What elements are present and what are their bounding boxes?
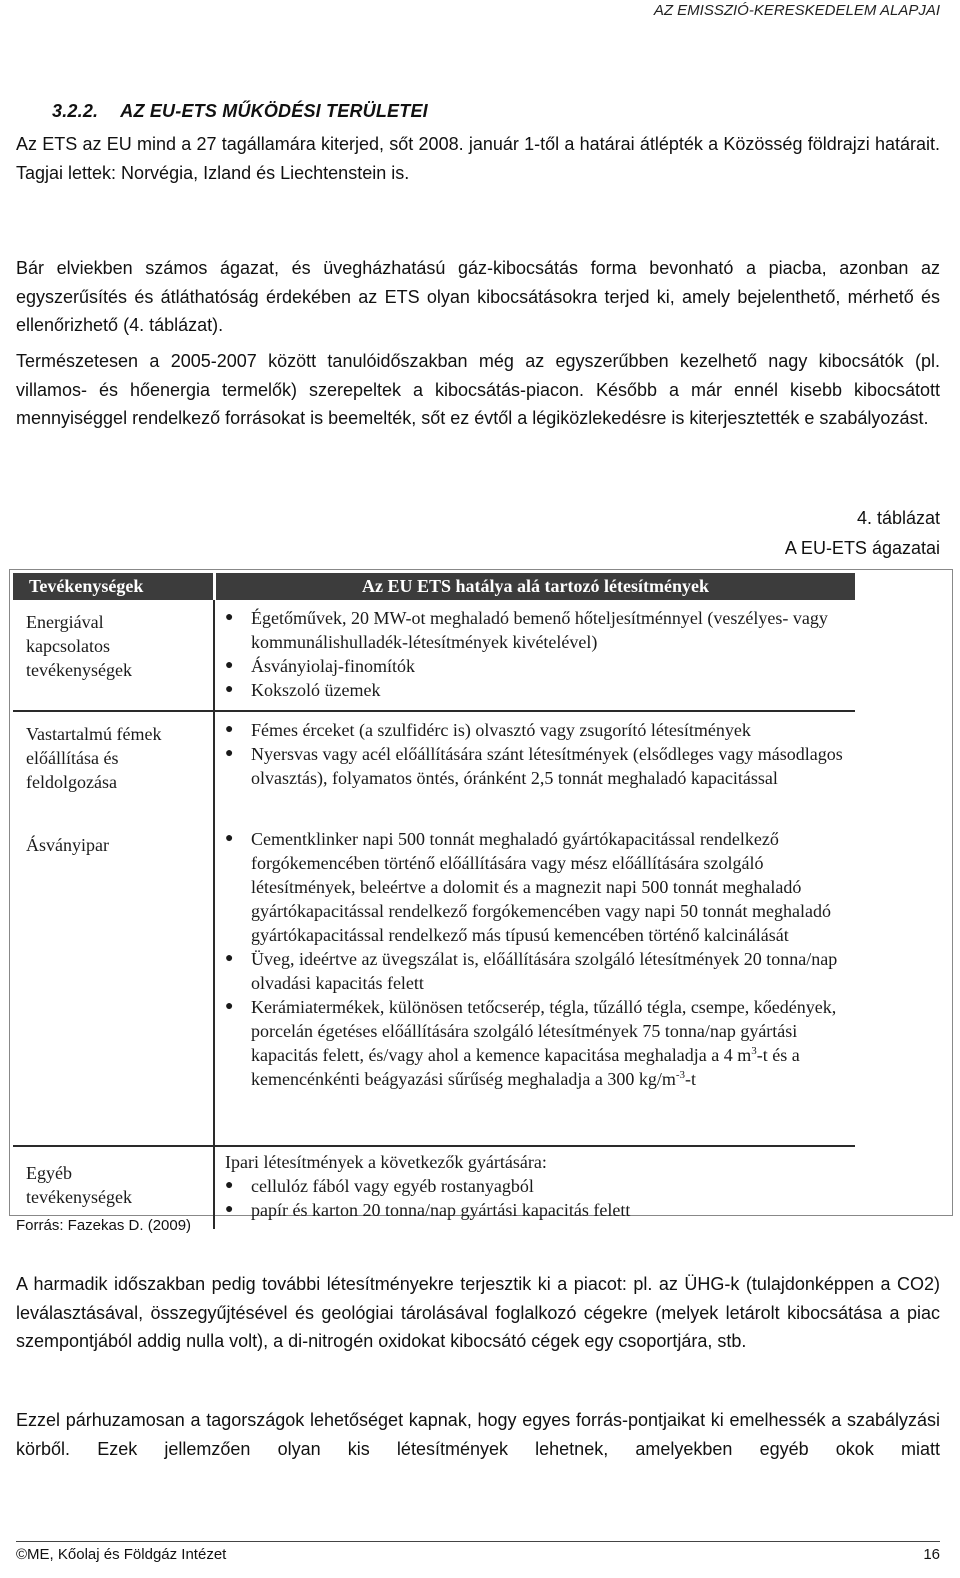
- table-row-energy: [13, 600, 855, 710]
- bullet-icon: ●: [225, 722, 234, 737]
- section-heading: [52, 101, 428, 122]
- table-row-ferrous-metals: [13, 710, 855, 827]
- list-item: ● Fémes érceket (a szulfidérc is) olvasztó vagy zsugorító létesítmények: [225, 720, 751, 740]
- paragraph-4: A harmadik időszakban pedig további létesítményekre terjesztik ki a piacot: pl. az ÜHG-k (tulajdonképpen a CO2) leválasztásával, összegyűjtésével és geológiai tárolásával foglalkozó cégekre (melyek letárolt kibocsátása a piac szempontjából addig nulla volt), a di-nitrogén oxidokat kibocsátó cégek egy csoportjára, stb.: [16, 1274, 940, 1352]
- bullet-icon: ●: [225, 746, 234, 761]
- category-ferrous-metals: Vastartalmú fémek előállítása és feldolgozása: [26, 724, 162, 792]
- footer-divider: [16, 1541, 940, 1542]
- list-item: ● papír és karton 20 tonna/nap gyártási kapacitás felett: [225, 1200, 631, 1220]
- bullet-icon: ●: [225, 1178, 234, 1193]
- items-ferrous-metals: [213, 712, 855, 827]
- bullet-icon: ●: [225, 999, 234, 1014]
- header-installations: Az EU ETS hatálya alá tartozó létesítmények: [213, 573, 855, 600]
- section-title: AZ EU-ETS MŰKÖDÉSI TERÜLETEI: [120, 101, 428, 121]
- list-item: ● Égetőművek, 20 MW-ot meghaladó bemenő hőteljesítménnyel (veszélyes- vagy kommunálishulladék-létesítmények kivételével): [225, 608, 828, 652]
- paragraph-3: Természetesen a 2005-2007 között tanulóidőszakban még az egyszerűbben kezelhető nagy kibocsátók (pl. villamos- és hőenergia termelők) szerepeltek a kibocsátás-piacon. Később a már ennél kisebb kibocsátott mennyiséggel rendelkező forrásokat is beemelték, sőt ez évtől a légiközlekedésre is kiterjesztették e szabályozást.: [16, 351, 940, 429]
- bullet-icon: ●: [225, 658, 234, 673]
- table-header-row: [13, 573, 855, 600]
- list-item: ● Kokszoló üzemek: [225, 680, 381, 700]
- table-row-mineral-industry: [13, 827, 855, 1145]
- list-item: ● cellulóz fából vagy egyéb rostanyagból: [225, 1176, 534, 1196]
- ets-sector-table: [13, 573, 855, 1229]
- paragraph-5: Ezzel párhuzamosan a tagországok lehetőséget kapnak, hogy egyes forrás-pontjaikat ki emelhessék a szabályzási körből. Ezek jellemzően olyan kis létesítmények lehetnek, amelyekben egyéb okok miatt: [16, 1410, 940, 1459]
- bullet-icon: ●: [225, 610, 234, 625]
- table-caption-title: A EU-ETS ágazatai: [784, 538, 940, 558]
- category-mineral-industry: Ásványipar: [26, 835, 109, 855]
- category-other: Egyéb tevékenységek: [26, 1163, 132, 1207]
- bullet-icon: ●: [225, 682, 234, 697]
- running-header: AZ EMISSZIÓ-KERESKEDELEM ALAPJAI: [653, 2, 940, 19]
- table-source: Forrás: Fazekas D. (2009): [16, 1217, 192, 1234]
- paragraph-1: Az ETS az EU mind a 27 tagállamára kiterjed, sőt 2008. január 1-től a határai átlépték a Közösség földrajzi határait. Tagjai lettek: Norvégia, Izland és Liechtenstein is.: [16, 134, 940, 183]
- list-item: ● Kerámiatermékek, különösen tetőcserép, tégla, tűzálló tégla, csempe, kőedények, porcelán égetéses előállítására szolgáló létesítmények 75 tonna/nap gyártási kapacitás felett, és/vagy ahol a kemence kapacitása meghaladja a 4 $m^3-t$ és a kemencénkénti beágyazási sűrűség meghaladja a 300 $kg/m^{-3}-t$: [225, 997, 837, 1089]
- section-number: 3.2.2.: [52, 101, 99, 121]
- items-intro: Ipari létesítmények a következők gyártására:: [225, 1152, 547, 1172]
- header-activities: Tevékenységek: [29, 576, 144, 596]
- footer-institute: ©ME, Kőolaj és Földgáz Intézet: [16, 1546, 227, 1563]
- list-item: ● Üveg, ideértve az üvegszálat is, előállítására szolgáló létesítmények 20 tonna/nap olvadási kapacitás felett: [225, 949, 838, 993]
- table-caption-number: 4. táblázat: [856, 508, 940, 528]
- list-item: ● Nyersvas vagy acél előállítására szánt létesítmények (elsődleges vagy másodlagos olvasztás), folyamatos öntés, óránként 2,5 tonnát meghaladó kapacitással: [225, 744, 843, 788]
- list-item: ● Cementklinker napi 500 tonnát meghaladó gyártókapacitással rendelkező forgókemencében történő előállítására vagy mész előállítására szolgáló létesítmények, beleértve a dolomit és a magnezit napi 500 tonnát meghaladó gyártókapacitással rendelkező forgókemencében vagy napi 50 tonnát meghaladó gyártókapacitással rendelkező más típusú kemencében történő kalcinálását: [225, 829, 831, 945]
- bullet-icon: ●: [225, 1202, 234, 1217]
- list-item: ● Ásványiolaj-finomítók: [225, 656, 415, 676]
- bullet-icon: ●: [225, 951, 234, 966]
- items-energy: [213, 600, 855, 710]
- page-number: 16: [923, 1546, 940, 1563]
- category-energy: Energiával kapcsolatos tevékenységek: [26, 612, 132, 680]
- ets-table-figure: [9, 569, 953, 1220]
- bullet-icon: ●: [225, 831, 234, 846]
- items-other: [213, 1147, 855, 1229]
- items-mineral-industry: [213, 827, 855, 1145]
- paragraph-2: Bár elviekben számos ágazat, és üvegházhatású gáz-kibocsátás forma bevonható a piacba, azonban az egyszerűsítés és átláthatóság érdekében az ETS olyan kibocsátásokra terjed ki, amely bejelenthető, mérhető és ellenőrizhető (4. táblázat).: [16, 258, 940, 336]
